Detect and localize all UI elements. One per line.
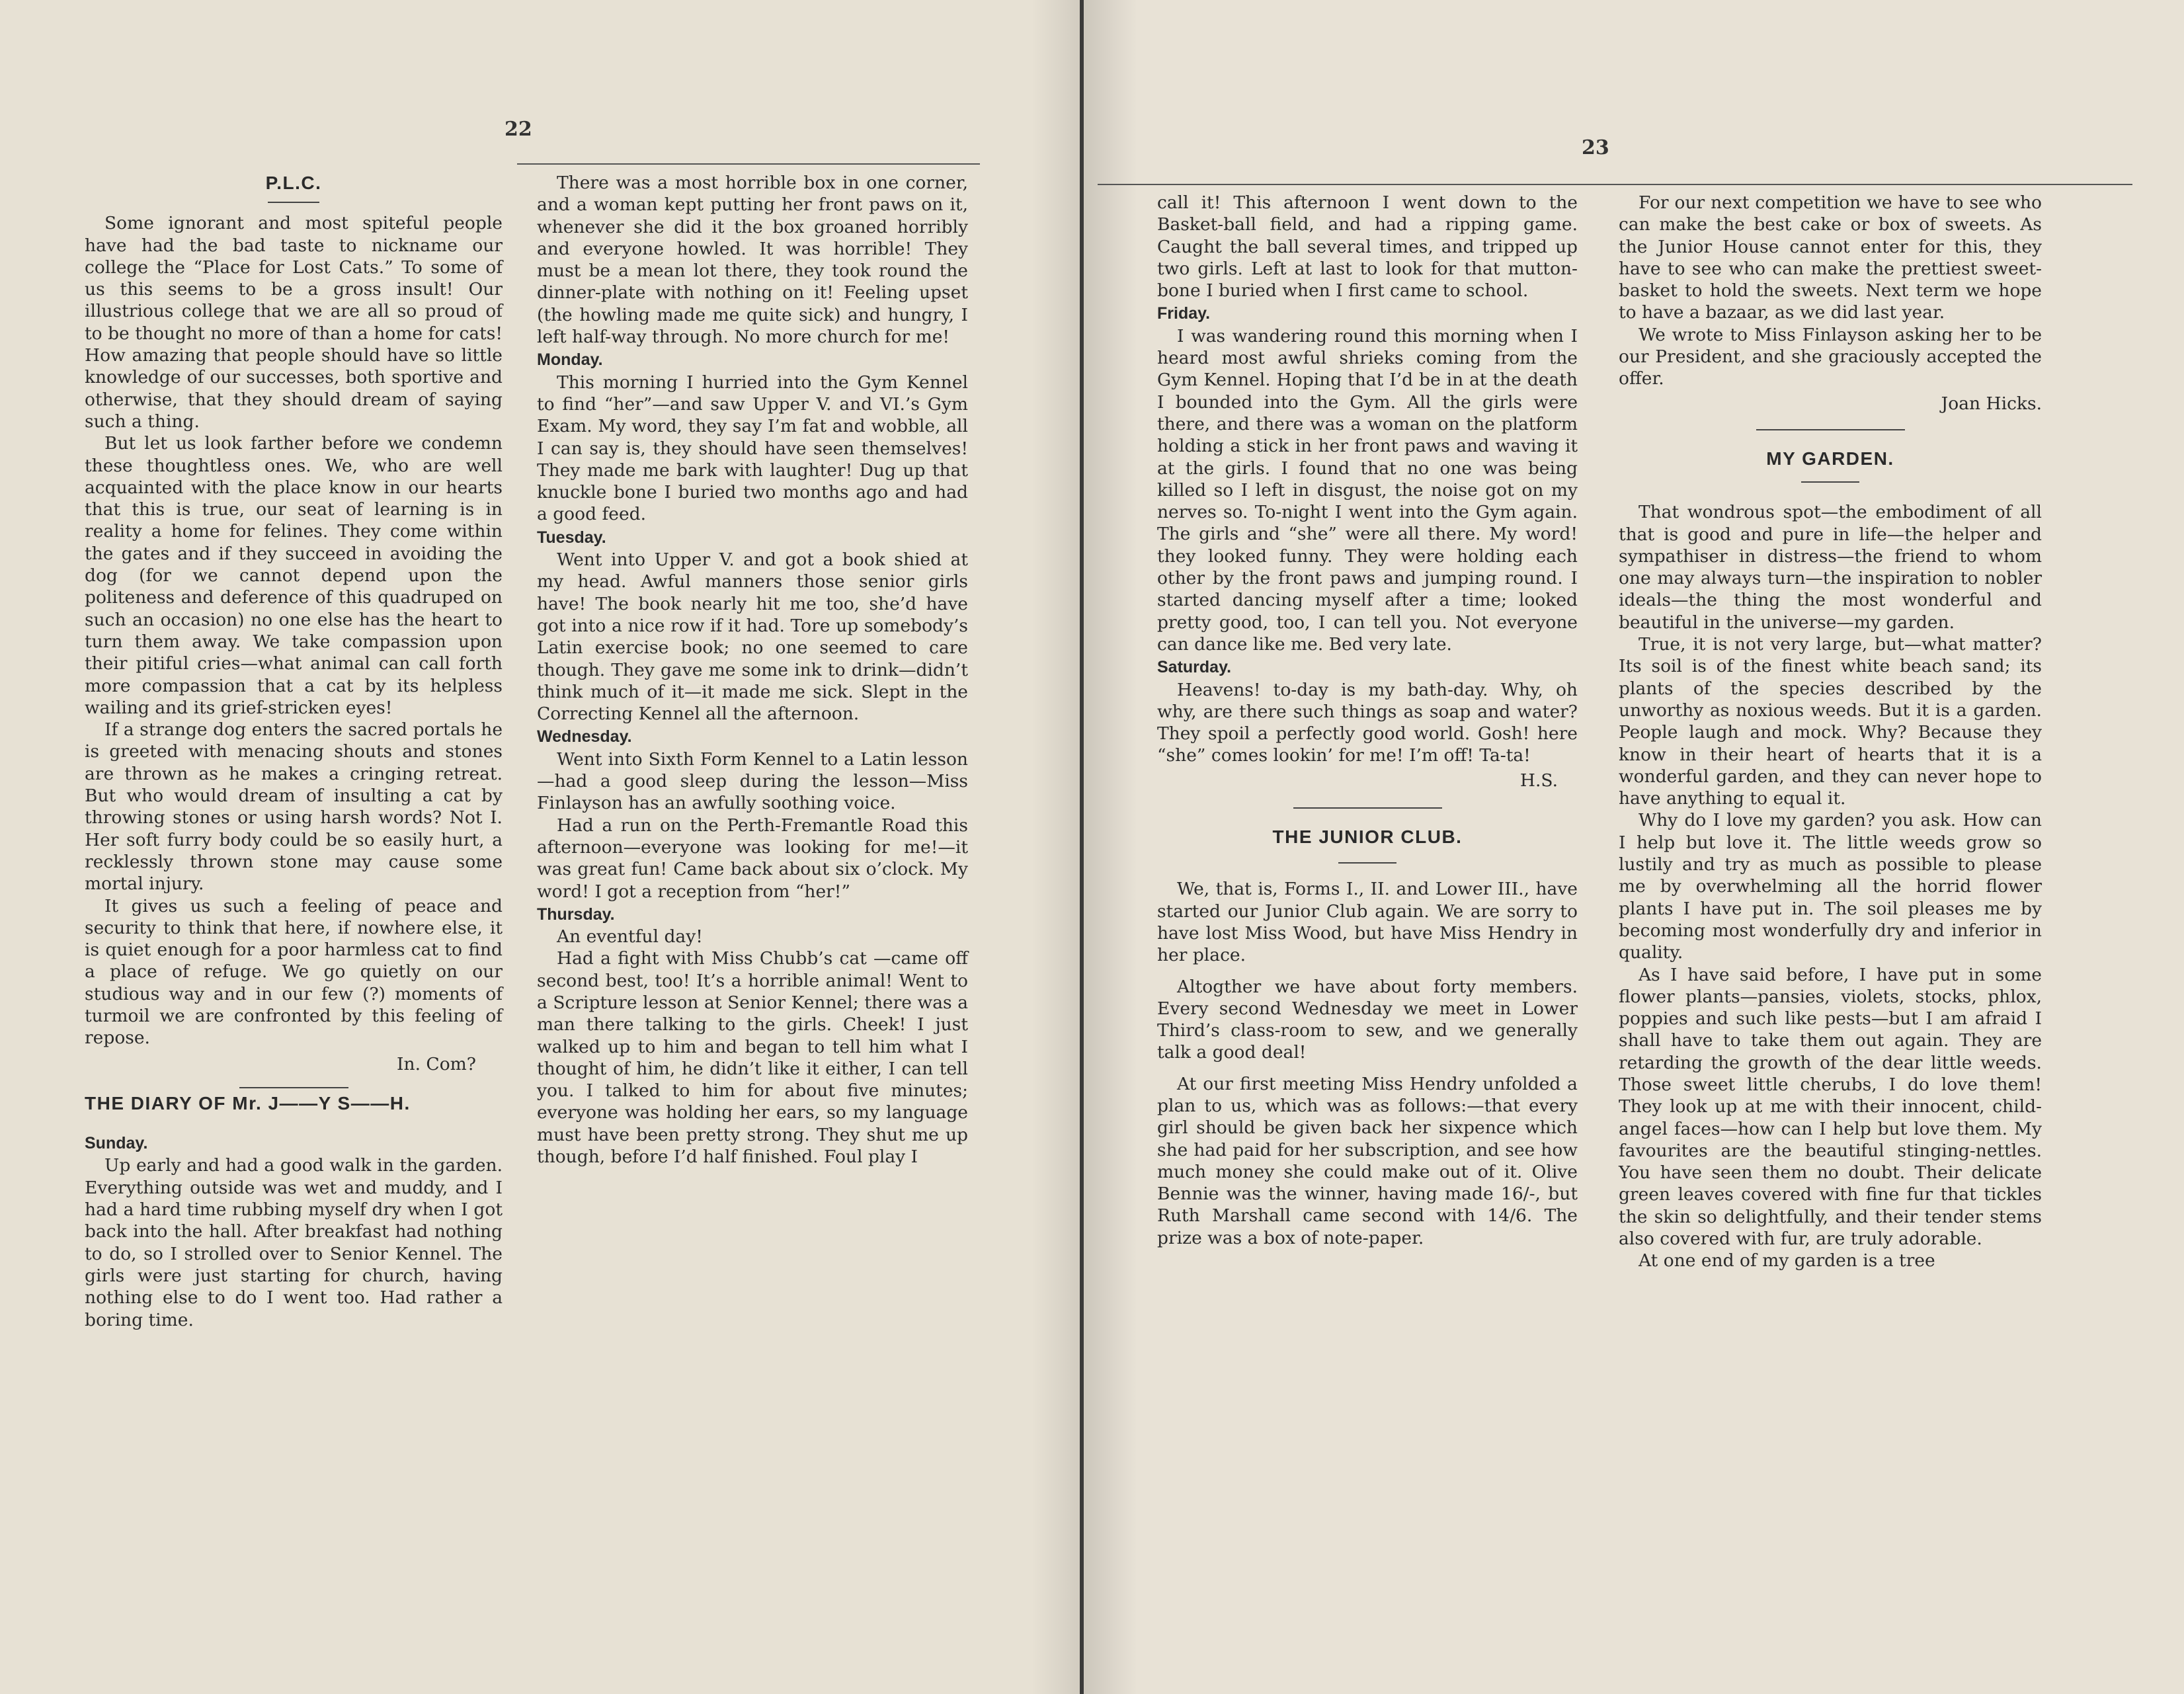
diary-entry: Went into Sixth Form Kennel to a Latin lesson—had a good sleep during the lesson—Miss Finlayson has an awfully soothing voice. [537, 748, 968, 814]
diary-entry: There was a most horrible box in one corner, and a woman kept putting her front paws on it, whenever she did it the box groaned horribly and everyone howled. It was horrible! They must be a mean lot there, they took round the dinner-plate with nothing on it! Feeling upset (the howling made me quite sick) and hungry, I left half-way through. No more church for me! [537, 173, 968, 348]
spacer [85, 1114, 503, 1131]
right-column-2 [1619, 192, 2042, 1272]
club-paragraph: We wrote to Miss Finlayson asking her to be our President, and she graciously accepted the offer. [1619, 324, 2042, 389]
garden-paragraph: That wondrous spot—the embodiment of all that is good and pure in life—the helper and sympathiser in distress—the friend to whom one may always turn—the inspiration to nobler ideals—the thing the most wonderful and beautiful in the universe—my garden. [1619, 502, 2042, 633]
club-paragraph: At our first meeting Miss Hendry unfolded a plan to us, which was as follows:—that every girl should be given back her sixpence which she had paid for her subscription, and see how much money she could make out of it. Olive Bennie was the winner, having made 16/-, but Ruth Marshall came second with 14/6. The prize was a box of note-paper. [1157, 1073, 1578, 1248]
diary-day: Friday. [1157, 304, 1211, 323]
plc-paragraph: But let us look farther before we condemn these thoughtless ones. We, who are well acquainted with the place know in our hearts that this is true, our seat of learning is in reality a home for felines. They come within the gates and if they succeed in avoiding the dog (for we cannot depend upon the politeness and deference of this quadruped on such an occasion) no one else has the heart to turn them away. We take compassion upon their pitiful cries—what animal can call forth more compassion that a cat by its helpless wailing and its grief-stricken eyes! [85, 433, 503, 718]
left-page [0, 0, 1084, 1694]
plc-title: P.L.C. [265, 173, 322, 193]
garden-paragraph: As I have said before, I have put in some flower plants—pansies, violets, stocks, phlox, poppies and such like pests—but I am afraid I shall have to take them out again. They are retarding the growth of the dear little weeds. Those sweet little cherubs, I do love them! They look up at me with their innocent, child-angel faces—how can I help but love them. My favourites are the beautiful stinging-nettles. You have seen them no doubt. Their delicate green leaves covered with fine fur that tickles the skin so delightfully, and their tender stems also covered with fur, are truly adorable. [1619, 964, 2042, 1250]
club-paragraph: Altogther we have about forty members. Every second Wednesday we meet in Lower Third’s class-room to sew, and we generally talk a good deal! [1157, 976, 1578, 1063]
diary-day: Saturday. [1157, 658, 1232, 677]
diary-day: Monday. [537, 350, 603, 370]
right-column-1 [1157, 192, 1578, 1249]
diary-day: Wednesday. [537, 727, 632, 746]
garden-paragraph: At one end of my garden is a tree [1638, 1250, 1935, 1271]
garden-title: MY GARDEN. [1766, 448, 1894, 469]
left-column-2 [537, 172, 968, 1168]
section-rule [239, 1087, 348, 1088]
plc-paragraph: Some ignorant and most spiteful people have had the bad taste to nickname our college the “Place for Lost Cats.” To some of us this seems to be a gross insult! Our illustrious college that we are all so proud of to be thought no more of than a home for cats! How amazing that people should have so little knowledge of our successes, both sportive and otherwise, that they should dream of saying such a thing. [85, 213, 503, 432]
diary-entry: This morning I hurried into the Gym Kennel to find “her”—and saw Upper V. and VI.’s Gym Exam. My word, they say I’m fat and wobble, all I can say is, they should have seen themselves! They made me bark with laughter! Dug up that knuckle bone I buried two months ago and had a good feed. [537, 372, 968, 525]
gutter-shadow [1031, 0, 1084, 1694]
diary-entry: Heavens! to-day is my bath-day. Why, oh why, are there such things as soap and water? They spoil a perfectly good world. Gosh! here “she” comes lookin’ for me! I’m off! Ta-ta! [1157, 679, 1578, 766]
diary-day: Tuesday. [537, 528, 606, 547]
diary-entry: I was wandering round this morning when I heard most awful shrieks coming from the Gym Kennel. Hoping that I’d be in at the death I bounded into the Gym. All the girls were there, and there was a woman on the platform holding a stick in her front paws and waving it at the girls. I found that no one was being killed so I left in disgust, the noise got on my nerves so. To-night I went into the Gym again. The girls and “she” were all there. My word! they looked funny. They were holding each other by the front paws and jumping round. I started dancing myself after a time; looked pretty good, too, I can tell you. Not everyone can dance like me. Bed very late. [1157, 325, 1578, 655]
garden-paragraph: True, it is not very large, but—what matter? Its soil is of the finest white beach sand; its plants of the species described by the unworthy as noxious weeds. But it is a garden. People laugh and mock. Why? Because they know in their heart of hearts that it is a wonderful garden, and they can never hope to have anything to equal it. [1619, 634, 2042, 809]
right-page [1084, 0, 2184, 1694]
book-spine [1080, 0, 1084, 1694]
diary-day: Sunday. [85, 1134, 148, 1153]
garden-paragraph: Why do I love my garden? you ask. How can I help but love it. The little weeds grow so lustily and try as much as possible to please me by overwhelming all the horrid flower plants I have put in. The soil pleases me by becoming most wonderfully dry and inferior in quality. [1619, 810, 2042, 963]
diary-entry: Had a run on the Perth-Fremantle Road this afternoon—everyone was looking for me!—it was great fun! Came back about six o’clock. My word! I got a reception from “her!” [537, 815, 968, 902]
header-rule [517, 163, 980, 165]
diary-entry: Went into Upper V. and got a book shied at my head. Awful manners those senior girls have! The book nearly hit me too, she’d have got into a nice row if it had. Tore up somebody’s Latin exercise book; no one seemed to care though. They gave me some ink to drink—didn’t think much of it—it made me sick. Slept in the Correcting Kennel all the afternoon. [537, 549, 968, 725]
club-paragraph: For our next competition we have to see who can make the best cake or box of sweets. As the Junior House cannot enter for this, they have to see who can make the prettiest sweet-basket to hold the sweets. Next term we hope to have a bazaar, as we did last year. [1619, 192, 2042, 323]
diary-signature: H.S. [1519, 770, 1558, 791]
gutter-shadow [1084, 0, 1137, 1694]
title-rule [1801, 481, 1859, 483]
plc-paragraph: If a strange dog enters the sacred portals he is greeted with menacing shouts and stones are thrown as he makes a cringing retreat. But who would dream of insulting a cat by throwing stones or using harsh words? Not I. Her soft furry body could be so easily hurt, a recklessly thrown stone may cause some mortal injury. [85, 719, 503, 895]
diary-entry: Had a fight with Miss Chubb’s cat —came off second best, too! It’s a horrible animal! Went to a Scripture lesson at Senior Kennel; there was a man there talking to the girls. Cheek! I just walked up to him and began to tell him what I thought of him, he didn’t like it either, I can tell you. I talked to him for about five minutes; everyone was holding her ears, so my language must have been pretty strong. They shut me up though, before I’d half finished. Foul play I [537, 948, 968, 1168]
section-rule [1756, 429, 1905, 430]
diary-entry: An eventful day! [557, 926, 703, 948]
title-rule [1338, 862, 1396, 864]
diary-entry: Up early and had a good walk in the garden. Everything outside was wet and muddy, and I had a hard time rubbing myself dry when I got back into the hall. After breakfast had nothing to do, so I strolled over to Senior Kennel. The girls were just starting for church, having nothing else to do I went too. Had rather a boring time. [85, 1155, 503, 1330]
title-rule [268, 202, 319, 203]
junior-club-title: THE JUNIOR CLUB. [1272, 827, 1463, 848]
club-paragraph: We, that is, Forms I., II. and Lower III., have started our Junior Club again. We are sorry to have lost Miss Wood, but have Miss Hendry in her place. [1157, 879, 1578, 966]
section-rule [1293, 807, 1442, 809]
club-signature: Joan Hicks. [1941, 393, 2042, 414]
plc-signature: In. Com? [397, 1053, 476, 1074]
left-column-1 [85, 172, 503, 1331]
diary-day: Thursday. [537, 905, 615, 924]
diary-title: THE DIARY OF Mr. J——Y S——H. [85, 1092, 411, 1113]
header-rule [1098, 184, 2132, 185]
diary-entry: call it! This afternoon I went down to the Basket-ball field, and had a ripping game. Caught the ball several times, and tripped up two girls. Left at last to look for that mutton-bone I buried when I first came to school. [1157, 192, 1578, 302]
page-number: 23 [1582, 136, 1609, 159]
plc-paragraph: It gives us such a feeling of peace and security to think that here, if nowhere else, it is quiet enough for a poor harmless cat to find a place of refuge. We go quietly on our studious way and in our few (?) moments of turmoil we are confronted by this feeling of repose. [85, 895, 503, 1049]
page-number: 22 [505, 118, 532, 141]
